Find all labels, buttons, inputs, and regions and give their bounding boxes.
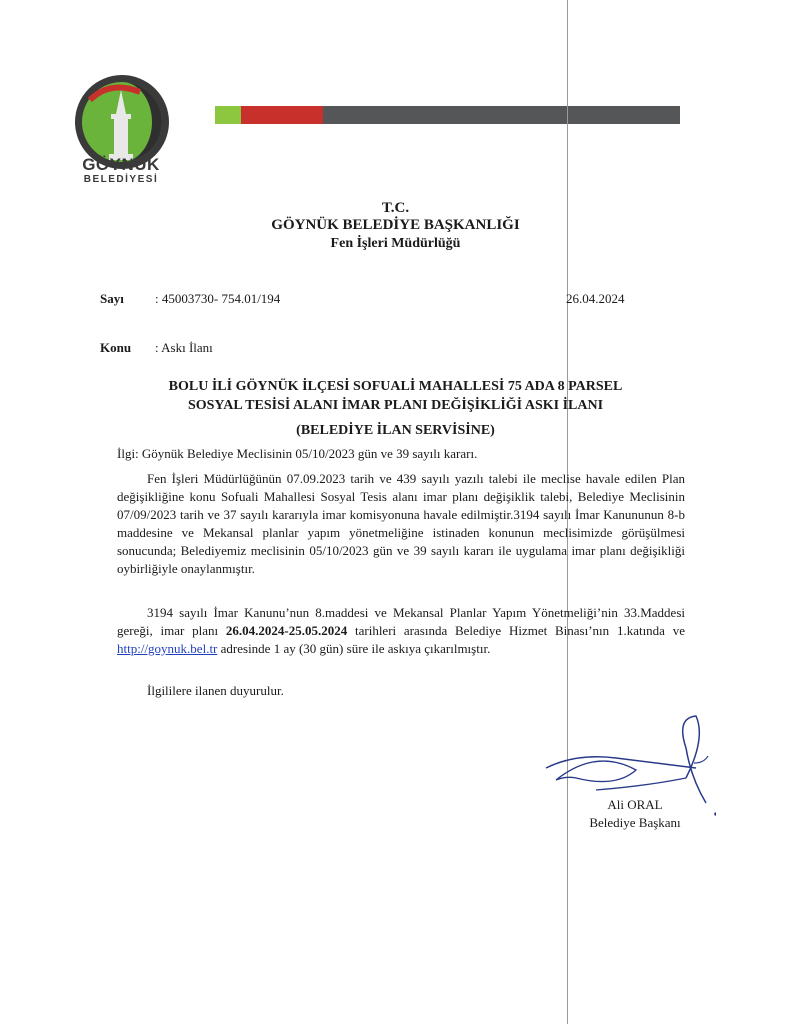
signer-name: Ali ORAL [607, 797, 663, 812]
header-bar-red [241, 106, 323, 124]
p2-text-b: tarihleri arasında Belediye Hizmet Binası’nın 1.katında ve [347, 623, 685, 638]
document-date: 26.04.2024 [566, 291, 625, 306]
logo-subtitle: BELEDİYESİ [83, 174, 159, 185]
header-institution: GÖYNÜK BELEDİYE BAŞKANLIĞI [271, 217, 520, 233]
konu-value: : Askı İlanı [155, 340, 213, 355]
header-tc: T.C. [381, 200, 410, 216]
logo-name: GÖYNÜK [82, 155, 160, 174]
body-paragraph-3: İlgililere ilanen duyurulur. [147, 683, 284, 698]
posting-dates: 26.04.2024-25.05.2024 [225, 623, 348, 638]
header-bar-gray [323, 106, 680, 124]
p2-text-c: adresinde 1 ay (30 gün) süre ile askıya çıkarılmıştır. [217, 641, 491, 656]
website-link[interactable]: http://goynuk.bel.tr [117, 641, 218, 656]
body-paragraph-1: Fen İşleri Müdürlüğünün 07.09.2023 tarih ve 439 sayılı yazılı talebi ile meclise havale edilen Plan değişikliğine konu Sofuali Mahallesi Sosyal Tesis alanı imar planı değişiklik talebi, Belediye Meclisinin 07/09/2023 tarih ve 37 sayılı kararıyla imar komisyonuna havale edilmiştir.3194 sayılı İmar Kanununun 8-b maddesine ve Mekansal planlar yapım yönetmeliğine istinaden konunun meclisimizde görüşülmesi sonucunda; Belediyemiz meclisinin 05/10/2023 gün ve 39 sayılı kararı ile uygulama imar planı değişikliği oybirliğiyle onaylanmıştır. [117, 471, 685, 576]
body-paragraph-2 [117, 604, 685, 658]
signer-title: Belediye Başkanı [589, 815, 681, 830]
header-department: Fen İşleri Müdürlüğü [330, 236, 461, 251]
sayi-value: : 45003730- 754.01/194 [155, 291, 281, 306]
notice-title-line3: (BELEDİYE İLAN SERVİSİNE) [296, 423, 495, 438]
notice-title-line2: SOSYAL TESİSİ ALANI İMAR PLANI DEĞİŞİKLİĞİ ASKI İLANI [187, 398, 604, 413]
ilgi-line: İlgi: Göynük Belediye Meclisinin 05/10/2023 gün ve 39 sayılı kararı. [117, 446, 478, 461]
notice-title-line1: BOLU İLİ GÖYNÜK İLÇESİ SOFUALİ MAHALLESİ 75 ADA 8 PARSEL [168, 379, 623, 394]
p2-text-a: 3194 sayılı İmar Kanunu’nun 8.maddesi ve Mekansal Planlar Yapım Yönetmeliği’nin 33.Maddesi gereği, imar planı [117, 605, 685, 638]
header-bar-green [215, 106, 241, 124]
logo-text [66, 156, 176, 186]
konu-label: Konu [100, 340, 132, 355]
sayi-label: Sayı [100, 291, 124, 306]
